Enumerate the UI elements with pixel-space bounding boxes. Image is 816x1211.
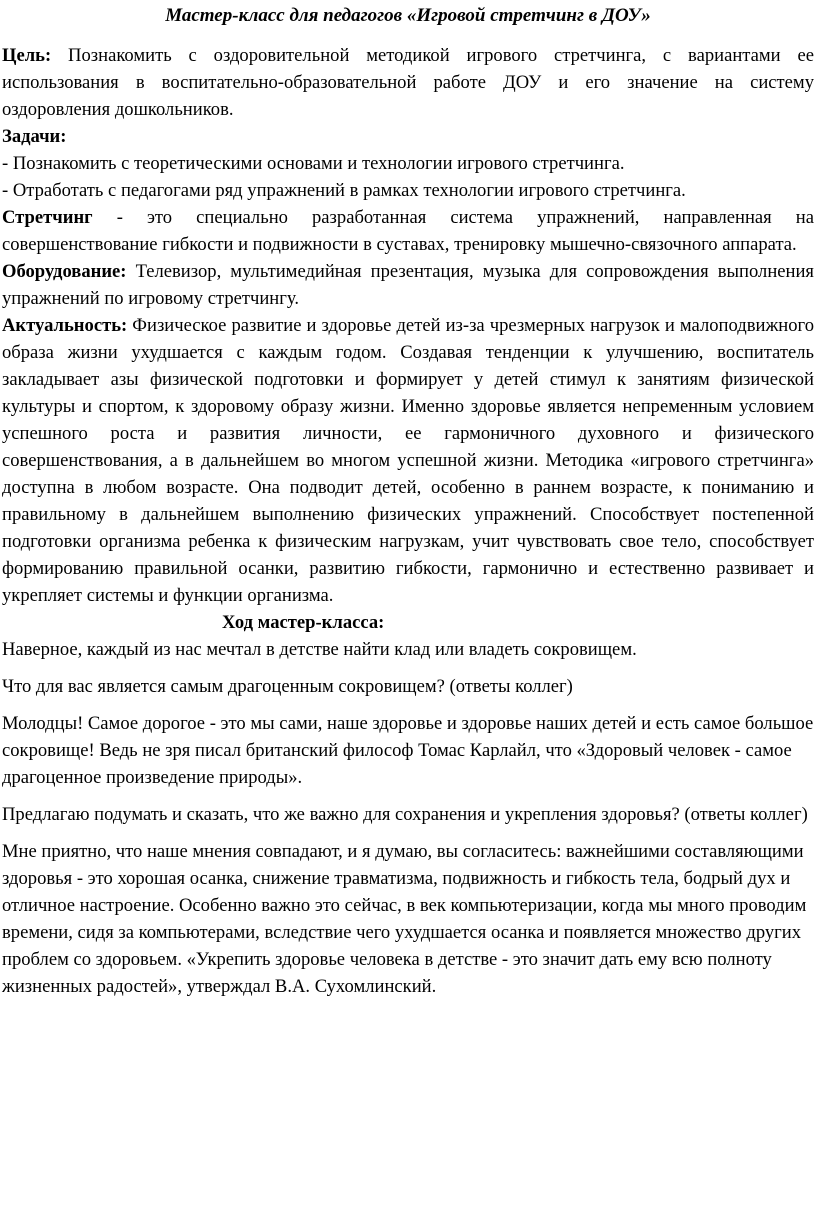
equipment-paragraph	[2, 258, 814, 312]
body-paragraph-3: Молодцы! Самое дорогое - это мы сами, наше здоровье и здоровье наших детей и есть самое большое сокровище! Ведь не зря писал британский философ Томас Карлайл, что «Здоровый человек - самое драгоценное произведение природы».	[2, 713, 814, 788]
task-item-1: - Познакомить с теоретическими основами и технологии игрового стретчинга.	[2, 153, 625, 174]
task-item-2: - Отработать с педагогами ряд упражнений в рамках технологии игрового стретчинга.	[2, 180, 686, 201]
course-heading: Ход мастер-класса:	[222, 612, 385, 633]
stretching-text: - это специально разработанная система упражнений, направленная на совершенствование гибкости и подвижности в суставах, тренировку мышечно-связочного аппарата.	[2, 207, 814, 255]
goal-paragraph	[2, 42, 814, 123]
goal-label: Цель:	[2, 45, 52, 66]
equipment-label: Оборудование:	[2, 261, 127, 282]
equipment-text: Телевизор, мультимедийная презентация, музыка для сопровождения выполнения упражнений по игровому стретчингу.	[2, 261, 814, 309]
relevance-paragraph	[2, 312, 814, 609]
tasks-label: Задачи:	[2, 126, 67, 147]
body-paragraph-2: Что для вас является самым драгоценным сокровищем? (ответы коллег)	[2, 676, 573, 697]
body-paragraph-4: Предлагаю подумать и сказать, что же важно для сохранения и укрепления здоровья? (ответы коллег)	[2, 804, 808, 825]
body-paragraph-1: Наверное, каждый из нас мечтал в детстве найти клад или владеть сокровищем.	[2, 639, 637, 660]
document-title: Мастер-класс для педагогов «Игровой стретчинг в ДОУ»	[165, 5, 651, 26]
body-paragraph-5: Мне приятно, что наше мнения совпадают, и я думаю, вы согласитесь: важнейшими составляющими здоровья - это хорошая осанка, снижение травматизма, подвижность и гибкость тела, бодрый дух и отличное настроение. Особенно важно это сейчас, в век компьютеризации, когда мы много проводим времени, сидя за компьютерами, вследствие чего ухудшается осанка и появляется множество других проблем со здоровьем. «Укрепить здоровье человека в детстве - это значит дать ему всю полноту жизненных радостей», утверждал В.А. Сухомлинский.	[2, 841, 807, 997]
stretching-paragraph	[2, 204, 814, 258]
goal-text: Познакомить с оздоровительной методикой игрового стретчинга, с вариантами ее использования в воспитательно-образовательной работе ДОУ и его значение на систему оздоровления дошкольников.	[2, 45, 814, 120]
relevance-text: Физическое развитие и здоровье детей из-за чрезмерных нагрузок и малоподвижного образа жизни ухудшается с каждым годом. Создавая тенденции к улучшению, воспитатель закладывает азы физической подготовки и формирует у детей стимул к занятиям физической культуры и спортом, к здоровому образу жизни. Именно здоровье является непременным условием успешного роста и развития личности, ее гармоничного духовного и физического совершенствования, а в дальнейшем во многом успешной жизни. Методика «игрового стретчинга» доступна в любом возрасте. Она подводит детей, особенно в раннем возрасте, к пониманию и правильному в дальнейшем выполнению физических упражнений. Способствует постепенной подготовки организма ребенка к физическим нагрузкам, учит чувствовать свое тело, способствует формированию правильной осанки, развитию гибкости, гармонично и естественно развивает и укрепляет системы и функции организма.	[2, 315, 814, 606]
relevance-label: Актуальность:	[2, 315, 128, 336]
stretching-label: Стретчинг	[2, 207, 93, 228]
